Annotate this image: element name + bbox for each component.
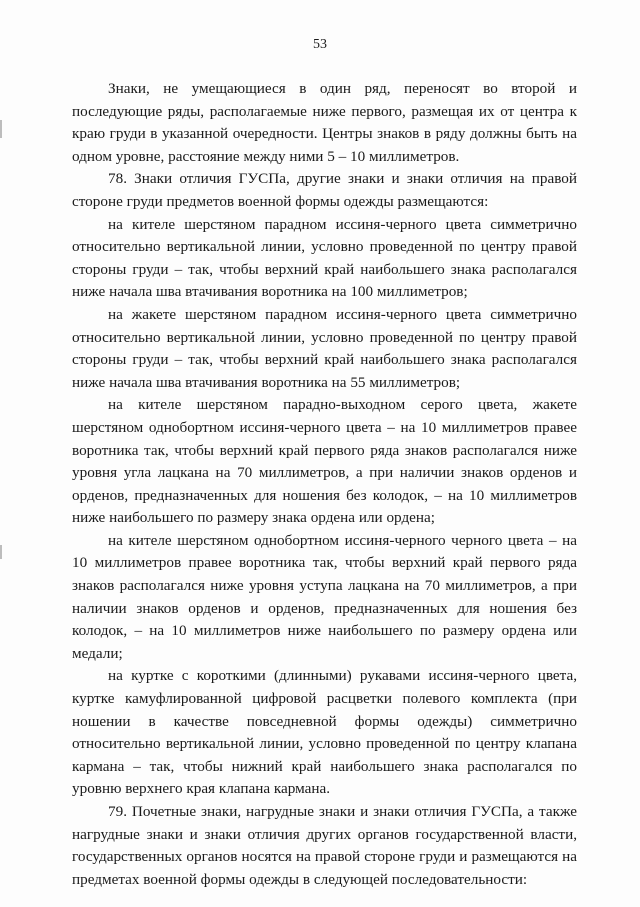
scan-edge-mark: [0, 545, 2, 559]
paragraph: Знаки, не умещающиеся в один ряд, переносят во второй и последующие ряды, располагаемые ниже первого, размещая их от центра к краю груди в указанной очередности. Центры знаков в ряду должны быть на одном уровне, расстояние между ними 5 – 10 миллиметров.: [72, 80, 577, 165]
paragraph: на жакете шерстяном парадном иссиня-черного цвета симметрично относительно вертикальной линии, условно проведенной по центру правой стороны груди – так, чтобы верхний край наибольшего знака располагался ниже начала шва втачивания воротника на 55 миллиметров;: [72, 305, 577, 391]
page-number: 53: [313, 37, 327, 52]
paragraph: на куртке с короткими (длинными) рукавами иссиня-черного цвета, куртке камуфлированной цифровой расцветки полевого комплекта (при ношении в качестве повседневной формы одежды) симметрично относительно вертикальной линии, условно проведенной по центру клапана кармана – так, чтобы нижний край наибольшего знака располагался по уровню верхнего края клапана кармана.: [72, 667, 577, 798]
paragraph: 79. Почетные знаки, нагрудные знаки и знаки отличия ГУСПа, а также нагрудные знаки и знаки отличия других органов государственной власти, государственных органов носятся на правой стороне груди и размещаются на предметах военной формы одежды в следующей последовательности:: [72, 803, 577, 888]
paragraph: на кителе шерстяном парадно-выходном серого цвета, жакете шерстяном однобортном иссиня-черного цвета – на 10 миллиметров правее воротника так, чтобы верхний край первого ряда знаков располагался ниже уровня угла лацкана на 70 миллиметров, а при наличии знаков орденов и орденов, предназначенных для ношения без колодок, – на 10 миллиметров ниже наибольшего по размеру знака ордена или ордена;: [72, 396, 577, 527]
paragraph: 78. Знаки отличия ГУСПа, другие знаки и знаки отличия на правой стороне груди предметов военной формы одежды размещаются:: [72, 170, 577, 210]
paragraph: на кителе шерстяном парадном иссиня-черного цвета симметрично относительно вертикальной линии, условно проведенной по центру правой стороны груди – так, чтобы верхний край наибольшего знака располагался ниже начала шва втачивания воротника на 100 миллиметров;: [72, 215, 577, 301]
document-body: [72, 78, 577, 891]
paragraph: на кителе шерстяном однобортном иссиня-черного черного цвета – на 10 миллиметров правее воротника так, чтобы верхний край первого ряда знаков располагался ниже уровня уступа лацкана на 70 миллиметров, а при наличии знаков орденов и орденов, предназначенных для ношения без колодок, – на 10 миллиметров ниже наибольшего по размеру ордена или медали;: [72, 531, 577, 662]
scan-edge-mark: [0, 120, 2, 138]
